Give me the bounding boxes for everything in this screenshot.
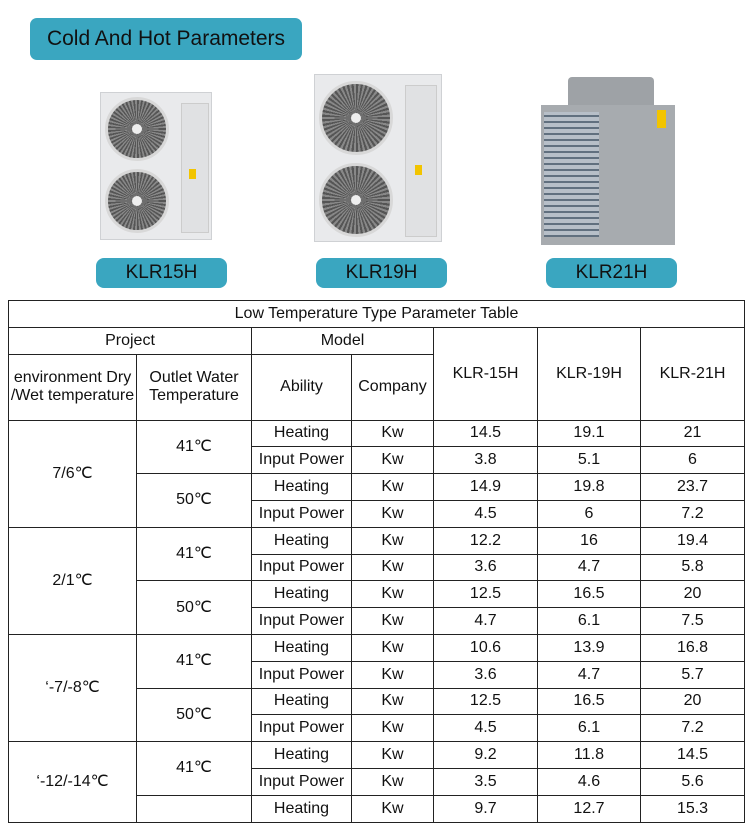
table-title: Low Temperature Type Parameter Table	[9, 301, 745, 328]
outlet-temperature-cell: 41℃	[137, 742, 252, 796]
fan-icon	[319, 81, 393, 155]
model-button-klr21h: KLR21H	[546, 258, 677, 288]
value-cell: 14.5	[641, 742, 745, 769]
value-cell: 14.9	[434, 474, 538, 501]
unit-cell: Kw	[352, 768, 434, 795]
ability-cell: Heating	[252, 420, 352, 447]
warning-label-icon	[415, 165, 422, 175]
outlet-temperature-cell: 41℃	[137, 527, 252, 581]
value-cell: 7.2	[641, 715, 745, 742]
value-cell: 16.5	[538, 688, 641, 715]
unit-cell: Kw	[352, 795, 434, 822]
outlet-temperature-cell: 41℃	[137, 420, 252, 474]
unit-cell: Kw	[352, 447, 434, 474]
unit-cell: Kw	[352, 715, 434, 742]
unit-cell: Kw	[352, 634, 434, 661]
ability-cell: Heating	[252, 474, 352, 501]
value-cell: 5.1	[538, 447, 641, 474]
value-cell: 3.6	[434, 661, 538, 688]
value-cell: 15.3	[641, 795, 745, 822]
value-cell: 5.8	[641, 554, 745, 581]
value-cell: 6.1	[538, 715, 641, 742]
value-cell: 3.8	[434, 447, 538, 474]
fan-icon	[105, 169, 169, 233]
unit-cell: Kw	[352, 581, 434, 608]
model-col-header: KLR-21H	[641, 327, 745, 420]
company-header: Company	[352, 354, 434, 420]
ability-cell: Heating	[252, 527, 352, 554]
value-cell: 19.8	[538, 474, 641, 501]
value-cell: 14.5	[434, 420, 538, 447]
value-cell: 20	[641, 581, 745, 608]
outlet-temperature-cell: 50℃	[137, 688, 252, 742]
value-cell: 19.4	[641, 527, 745, 554]
env-temperature-cell: ‘-7/-8℃	[9, 634, 137, 741]
ability-header: Ability	[252, 354, 352, 420]
outlet-temperature-cell: 50℃	[137, 474, 252, 528]
outlet-temperature-cell: 50℃	[137, 581, 252, 635]
value-cell: 9.2	[434, 742, 538, 769]
value-cell: 7.2	[641, 500, 745, 527]
unit-cell: Kw	[352, 661, 434, 688]
parameter-table	[8, 300, 745, 823]
ability-cell: Heating	[252, 581, 352, 608]
value-cell: 16	[538, 527, 641, 554]
unit-cell: Kw	[352, 420, 434, 447]
model-header: Model	[252, 327, 434, 354]
outlet-temperature-cell: 41℃	[137, 634, 252, 688]
model-button-klr15h: KLR15H	[96, 258, 227, 288]
env-header: environment Dry /Wet temperature	[9, 354, 137, 420]
value-cell: 5.6	[641, 768, 745, 795]
value-cell: 12.7	[538, 795, 641, 822]
model-button-klr19h: KLR19H	[316, 258, 447, 288]
value-cell: 20	[641, 688, 745, 715]
value-cell: 4.7	[434, 608, 538, 635]
unit-cell: Kw	[352, 688, 434, 715]
value-cell: 9.7	[434, 795, 538, 822]
value-cell: 7.5	[641, 608, 745, 635]
ability-cell: Heating	[252, 795, 352, 822]
ability-cell: Input Power	[252, 768, 352, 795]
env-temperature-cell: 2/1℃	[9, 527, 137, 634]
value-cell: 13.9	[538, 634, 641, 661]
value-cell: 4.7	[538, 661, 641, 688]
value-cell: 6.1	[538, 608, 641, 635]
model-col-header: KLR-15H	[434, 327, 538, 420]
value-cell: 5.7	[641, 661, 745, 688]
value-cell: 21	[641, 420, 745, 447]
product-image-klr15h	[100, 92, 212, 240]
unit-cell: Kw	[352, 608, 434, 635]
table-row	[9, 527, 745, 554]
ability-cell: Heating	[252, 634, 352, 661]
ability-cell: Input Power	[252, 500, 352, 527]
warning-label-icon	[189, 169, 196, 179]
value-cell: 12.5	[434, 581, 538, 608]
value-cell: 10.6	[434, 634, 538, 661]
ability-cell: Heating	[252, 688, 352, 715]
ability-cell: Input Power	[252, 554, 352, 581]
value-cell: 3.6	[434, 554, 538, 581]
value-cell: 12.5	[434, 688, 538, 715]
table-row	[9, 634, 745, 661]
env-temperature-cell: 7/6℃	[9, 420, 137, 527]
value-cell: 11.8	[538, 742, 641, 769]
ability-cell: Input Power	[252, 608, 352, 635]
unit-cell: Kw	[352, 500, 434, 527]
ability-cell: Input Power	[252, 715, 352, 742]
value-cell: 16.8	[641, 634, 745, 661]
product-image-klr19h	[314, 74, 442, 242]
unit-cell: Kw	[352, 474, 434, 501]
fan-icon	[105, 97, 169, 161]
table-row	[9, 420, 745, 447]
unit-cell: Kw	[352, 554, 434, 581]
table-row	[9, 742, 745, 769]
ability-cell: Heating	[252, 742, 352, 769]
ability-cell: Input Power	[252, 447, 352, 474]
outlet-temperature-cell	[137, 795, 252, 822]
value-cell: 16.5	[538, 581, 641, 608]
value-cell: 23.7	[641, 474, 745, 501]
value-cell: 19.1	[538, 420, 641, 447]
unit-cell: Kw	[352, 742, 434, 769]
project-header: Project	[9, 327, 252, 354]
unit-cell: Kw	[352, 527, 434, 554]
env-temperature-cell: ‘-12/-14℃	[9, 742, 137, 822]
value-cell: 4.5	[434, 715, 538, 742]
ability-cell: Input Power	[252, 661, 352, 688]
model-col-header: KLR-19H	[538, 327, 641, 420]
value-cell: 3.5	[434, 768, 538, 795]
value-cell: 6	[641, 447, 745, 474]
value-cell: 4.7	[538, 554, 641, 581]
value-cell: 12.2	[434, 527, 538, 554]
section-title: Cold And Hot Parameters	[30, 18, 302, 60]
warning-label-icon	[657, 110, 666, 128]
value-cell: 4.5	[434, 500, 538, 527]
fan-icon	[319, 163, 393, 237]
value-cell: 4.6	[538, 768, 641, 795]
outlet-header: Outlet Water Temperature	[137, 354, 252, 420]
value-cell: 6	[538, 500, 641, 527]
